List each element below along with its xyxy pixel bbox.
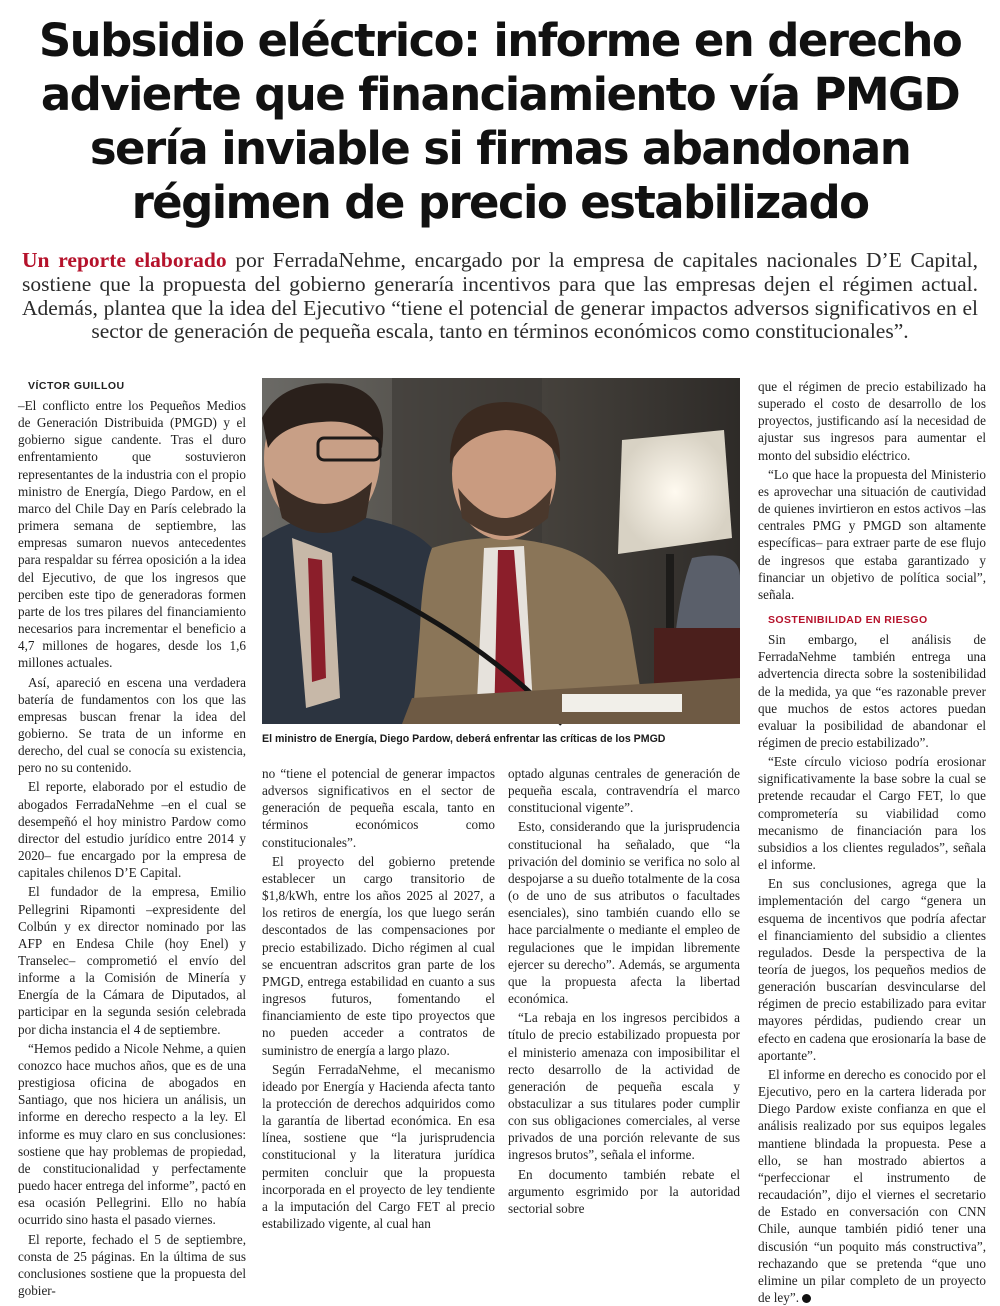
paragraph: optado algunas centrales de generación de pequeña escala, contravendría el marco constitucional vigente”. [508,766,740,816]
deck-lead: Un reporte elaborado [22,248,227,272]
paragraph: –El conflicto entre los Pequeños Medios de Generación Distribuida (PMGD) y el gobierno sigue candente. Tras el duro enfrentamiento que sostuvieron representantes de la industria con el propio ministro de Energía, Diego Pardow, en el marco del Chile Day en París celebrado la primera semana de septiembre, las empresas sumaron nuevos antecedentes para respaldar su férrea oposición a la idea del Ejecutivo, de que los ingresos que perciben este tipo de generadoras formen parte de los tres pilares del financiamiento necesarios para incrementar el beneficio a 4,7 millones de hogares, desde los 1,6 millones actuales. [18,398,246,671]
paragraph: El fundador de la empresa, Emilio Pellegrini Ripamonti –expresidente del Colbún y ex director nominado por las AFP en Endesa Chile (hoy Enel) y Transelec– comprometió el envío del informe a la Comisión de Minería y Energía de la Cámara de Diputados, al participar en la segunda sesión celebrada por dicha instancia el 4 de septiembre. [18,884,246,1037]
paragraph: El proyecto del gobierno pretende establecer un cargo transitorio de $1,8/kWh, entre los años 2025 al 2027, a los retiros de energía, los que luego serán descontados de las compensaciones por precio estabilizado. Dicho régimen al cual se encuentran adscritos gran parte de los PMGD, entrega estabilidad en cuanto a sus ingresos futuros, fomentando el financiamiento de este tipo proyectos que no pueden acceder a contratos de suministro de energía a largo plazo. [262,853,495,1058]
headline: Subsidio eléctrico: informe en derecho advierte que financiamiento vía PMGD sería inviable si firmas abandonan régimen de precio estabilizado [38,14,962,229]
paragraph: Así, apareció en escena una verdadera batería de fundamentos con los que las empresas buscan frenar la idea del gobierno. Se trata de un informe en derecho, del cual se conocía su existencia, pero no su contenido. [18,674,246,776]
lamp-shade [618,430,732,554]
paragraph: que el régimen de precio estabilizado ha superado el costo de desarrollo de los proyectos, justificando así la necesidad de ajustar sus ingresos para aumentar el monto del subsidio eléctrico. [758,379,986,463]
column-2 [262,765,495,1232]
byline: VÍCTOR GUILLOU [28,380,125,392]
paragraph: no “tiene el potencial de generar impactos adversos significativos en el sector de generación de pequeña escala, tanto en términos económicos como constitucionales”. [262,766,495,850]
column-4 [758,378,986,1305]
deck [22,249,978,344]
paragraph: “Hemos pedido a Nicole Nehme, a quien conozco hace muchos años, que es de una prestigiosa oficina de abogados en Santiago, que nos hiciera un análisis, un informe en derecho respecto a la ley. El informe es muy claro en sus conclusiones: sostiene que hay problemas de propiedad, de constitucionalidad y perfectamente puedo hacer entrega del informe”, pactó en esa ocasión Pellegrini. Ello no había ocurrido sino hasta el pasado viernes. [18,1040,246,1228]
column-3 [508,765,740,1216]
paragraph: Sin embargo, el análisis de FerradaNehme también entrega una advertencia directa sobre la sostenibilidad de la medida, ya que “es razonable prever que muchos de estos actores puedan evaluar la posibilidad de abandonar el régimen de precio estabilizado”. [758,632,986,750]
paragraph: Esto, considerando que la jurisprudencia constitucional ha señalado, que “la privación del dominio se verifica no solo al despojarse a su dueño totalmente de la cosa (o de uno de sus atributos o facultades esenciales), sino también cuando ello se hace parcialmente o mediante el empleo de regulaciones que le impidan libremente ejercer su derecho”. Además, se argumenta que la propuesta afecta la libertad económica. [508,819,740,1007]
deck-text: por FerradaNehme, encargado por la empresa de capitales nacionales D’E Capital, sostiene que la propuesta del gobierno generaría incentivos para que las empresas dejen el régimen actual. Además, plantea que la idea del Ejecutivo “tiene el potencial de generar impactos adversos significativos en el sector de generación de pequeña escala, tanto en términos económicos como constitucionales”. [22,248,979,344]
paragraph: El reporte, elaborado por el estudio de abogados FerradaNehme –en el cual se desempeñó el hoy ministro Pardow como director del estudio jurídico entre 2014 y 2020– fue encargado por la empresa de capitales chilenos D’E Capital. [18,779,246,881]
paragraph: Según FerradaNehme, el mecanismo ideado por Energía y Hacienda afecta tanto la protección de derechos adquiridos como la garantía de libertad económica. En esa línea, sostiene que “la jurisprudencia constitucional y la literatura jurídica permiten concluir que la propuesta incorporada en el proyecto de ley tendiente a la imputación del Cargo FET al precio estabilizado vigente, al cual han [262,1061,495,1232]
paragraph [758,1066,986,1306]
last-paragraph-text: El informe en derecho es conocido por el Ejecutivo, pero en la cartera liderada por Diego Pardow existe confianza en que el análisis realizado por sus equipos legales mantiene blindada la propuesta. Pese a ello, se han mostrado abiertos a “perfeccionar el instrumento de recaudación”, dijo el viernes el secretario de Estado en conversación con CNN Chile, aunque también pidió tener una discusión “un poquito más constructiva”, rechazando que se pretenda “que uno elimine un pilar completo de un proyecto de ley”. [758,1066,986,1305]
paragraph: “La rebaja en los ingresos percibidos a título de precio estabilizado propuesta por el ministerio amenaza con imposibilitar el recto desarrollo de la actividad de generación de pequeña escala y obstaculizar a sus titulares poder cumplir con sus obligaciones comerciales, al verse privados de una porción relevante de sus ingresos brutos”, señala el informe. [508,1010,740,1163]
photo-caption: El ministro de Energía, Diego Pardow, deberá enfrentar las críticas de los PMGD [262,733,666,745]
column-1 [18,378,246,1298]
paragraph: En documento también rebate el argumento esgrimido por la autoridad sectorial sobre [508,1166,740,1216]
paragraph: “Lo que hace la propuesta del Ministerio es aprovechar una situación de cautividad de quienes invirtieron en estos activos –las centrales PMG y PMGD son altamente específicas– para extraer parte de ese flujo de ingresos que estaba garantizado y financiar un objetivo de política social”, señala. [758,466,986,602]
paragraph: “Este círculo vicioso podría erosionar significativamente la base sobre la cual se pretende recaudar el Cargo FET, lo que comprometería su viabilidad como mecanismo de financiación para los subsidios a los clientes regulados”, señala el informe. [758,754,986,873]
section-subhead: SOSTENIBILIDAD EN RIESGO [768,614,928,627]
paragraph: En sus conclusiones, agrega que la implementación del cargo “genera un esquema de incentivos que podría afectar el financiamiento del subsidio a clientes regulados. Desde la perspectiva de la teoría de juegos, los pequeños medios de generación buscarían desvincularse del régimen de precio estabilizado para evitar mayores pérdidas, pudiendo crear un efecto en cadena que erosionaría la base de aportante”. [758,876,986,1063]
photo-illustration [262,378,740,724]
paragraph: El reporte, fechado el 5 de septiembre, consta de 25 páginas. En la última de sus conclusiones sostiene que la propuesta del gobier- [18,1231,246,1298]
end-mark-icon [802,1294,811,1303]
article-photo [262,378,740,724]
